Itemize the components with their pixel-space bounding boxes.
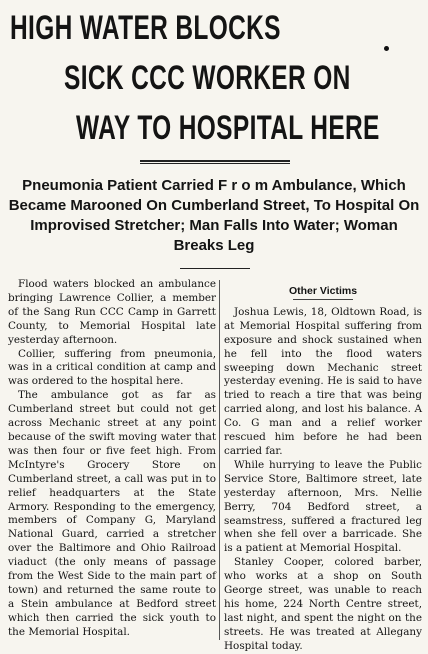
box-title-rule — [293, 299, 353, 300]
headline-line-2: SICK CCC WORKER ON — [64, 59, 351, 97]
left-paragraph-2: Collier, suffering from pneumonia, was in a critical condition at camp and was ordered to the hospital here. — [8, 347, 216, 388]
headline-rule-thin — [140, 163, 290, 164]
right-paragraph-1: Joshua Lewis, 18, Oldtown Road, is at Memorial Hospital suffering from exposure and shock sustained when he fell into the flood waters sweeping down Mechanic street yesterday evening. He is said to have tried to reach a tire that was being carried along, and lost his balance. A Co. G man and a relief worker rescued him before he had been carried far. — [224, 305, 422, 457]
column-divider — [219, 280, 220, 640]
right-paragraph-3: Stanley Cooper, colored barber, who works at a shop on South George street, was unable to reach his home, 224 North Centre street, last night, and spent the night on the streets. He was treated at Allegany Hospital today. — [224, 556, 422, 652]
headline-line-3: WAY TO HOSPITAL HERE — [76, 109, 380, 147]
right-paragraph-2: While hurrying to leave the Public Service Store, Baltimore street, late yesterday afternoon, Mrs. Nellie Berry, 704 Bedford street, a seamstress, suffered a fractured leg when she fell over a barricade. She is a patient at Memorial Hospital. — [224, 458, 422, 555]
headline-rule — [140, 160, 290, 162]
right-column — [224, 285, 422, 654]
section-rule — [180, 268, 250, 269]
left-paragraph-1: Flood waters blocked an ambulance bringing Lawrence Collier, a member of the Sang Run CCC Camp in Garrett County, to Memorial Hospital late yesterday afternoon. — [8, 278, 216, 346]
subheadline: Pneumonia Patient Carried F r o m Ambulance, Which Became Marooned On Cumberland Street, To Hospital On Improvised Stretcher; Man Falls Into Water; Woman Breaks Leg — [8, 177, 420, 254]
left-paragraph-3: The ambulance got as far as Cumberland street but could not get across Mechanic street at any point because of the swift moving water that was then four or five feet high. From McIntyre's Grocery Store on Cumberland street, a call was put in to relief headquarters at the State Armory. Responding to the emergency, members of Company G, Maryland National Guard, carried a stretcher over the Baltimore and Ohio Railroad viaduct (the only means of passage from the West Side to the main part of town) and returned the same route to a Stein ambulance at Bedford street which then carried the sick youth to the Memorial Hospital. — [8, 389, 216, 638]
left-column — [8, 278, 216, 640]
headline-line-1: HIGH WATER BLOCKS — [10, 9, 281, 47]
box-title: Other Victims — [288, 285, 358, 297]
print-speck — [384, 46, 389, 51]
